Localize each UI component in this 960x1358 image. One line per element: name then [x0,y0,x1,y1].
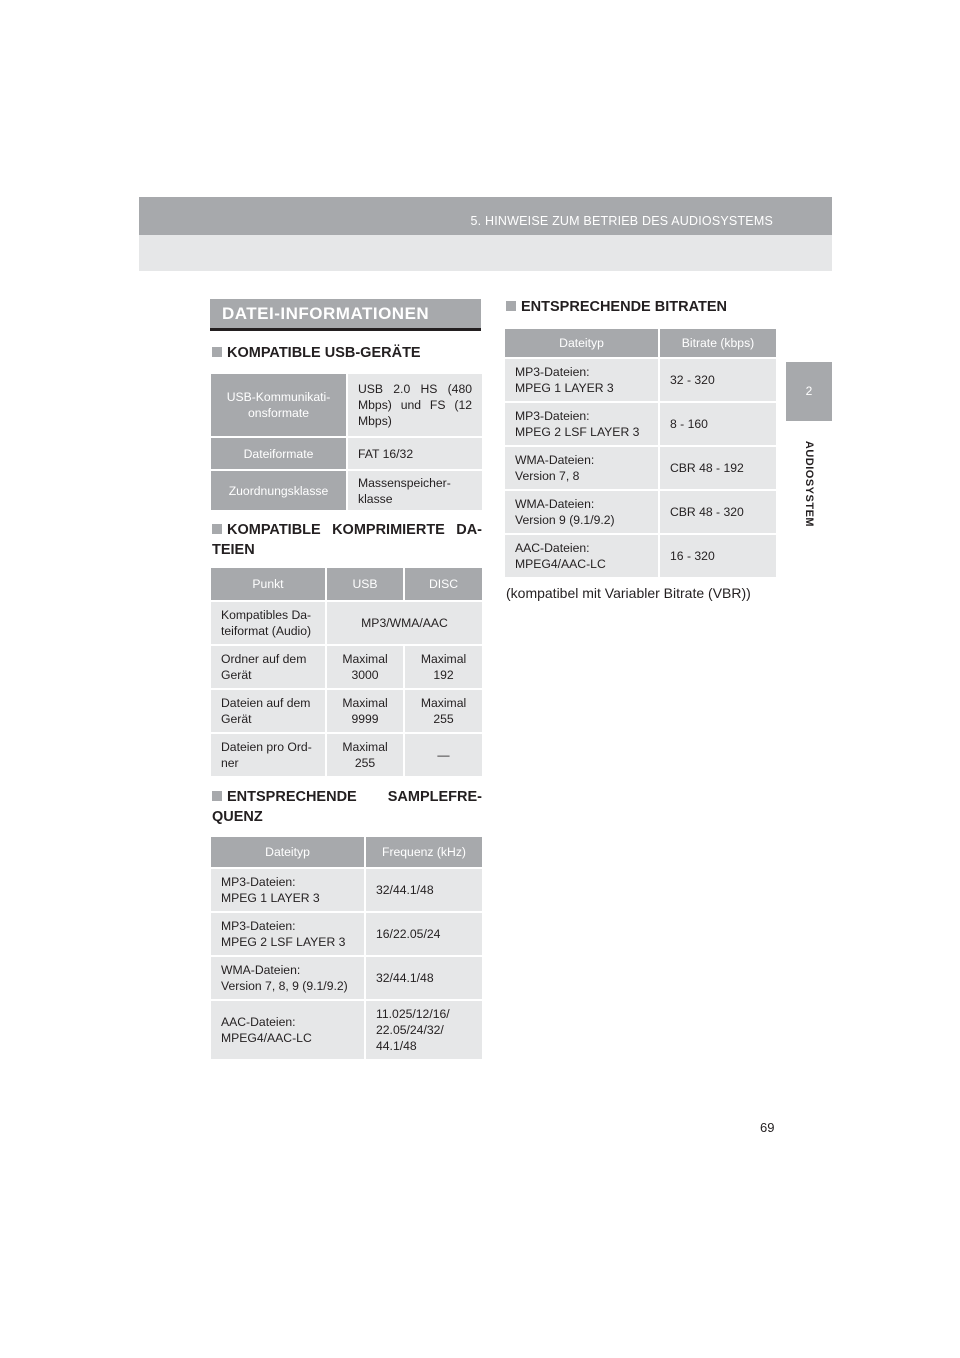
chapter-tab-number: 2 [786,362,832,421]
bitrates-table [503,327,778,579]
heading-square-icon [506,301,516,311]
filetype-cell: AAC-Dateien: MPEG4/AAC-LC [504,534,659,578]
table-header-row [504,328,777,358]
vbr-note: (kompatibel mit Variabler Bitrate (VBR)) [506,585,751,601]
disc-cell: — [404,733,483,777]
usb-cell: Maximal 9999 [326,689,404,733]
usb-cell: Maximal 255 [326,733,404,777]
table-row [210,645,483,689]
filetype-cell: MP3-Dateien: MPEG 1 LAYER 3 [210,868,365,912]
row-value: Massenspeicher-klasse [347,470,483,511]
item-cell: Dateien pro Ord-ner [210,733,326,777]
column-header: DISC [404,567,483,601]
table-row [210,912,483,956]
value-cell: 8 - 160 [659,402,777,446]
value-cell: 32/44.1/48 [365,868,483,912]
value-cell: 16/22.05/24 [365,912,483,956]
bitrates-heading: ENTSPRECHENDE BITRATEN [506,297,776,317]
sample-frequency-heading: ENTSPRECHENDE SAMPLEFRE-QUENZ [212,789,482,825]
table-row [210,373,483,437]
table-row [210,1000,483,1060]
compressed-files-heading: KOMPATIBLE KOMPRIMIERTE DA-TEIEN [212,522,482,558]
heading-square-icon [212,791,222,801]
filetype-cell: MP3-Dateien: MPEG 1 LAYER 3 [504,358,659,402]
column-header: Dateityp [210,836,365,868]
filetype-cell: WMA-Dateien: Version 7, 8, 9 (9.1/9.2) [210,956,365,1000]
table-row [210,956,483,1000]
usb-cell: MP3/WMA/AAC [326,601,483,645]
column-header: Punkt [210,567,326,601]
section-title: DATEI-INFORMATIONEN [210,299,481,331]
value-cell: CBR 48 - 320 [659,490,777,534]
row-value: USB 2.0 HS (480 Mbps) und FS (12 Mbps) [347,373,483,437]
filetype-cell: MP3-Dateien: MPEG 2 LSF LAYER 3 [504,402,659,446]
column-header: USB [326,567,404,601]
row-label: Dateiformate [210,437,347,470]
table-row [210,437,483,470]
table-row [504,534,777,578]
table-row [210,601,483,645]
page-number: 69 [760,1120,775,1135]
table-row [504,402,777,446]
compressed-files-table [209,566,484,778]
sample-frequency-table [209,835,484,1061]
item-cell: Dateien auf dem Gerät [210,689,326,733]
item-cell: Ordner auf dem Gerät [210,645,326,689]
filetype-cell: MP3-Dateien: MPEG 2 LSF LAYER 3 [210,912,365,956]
chapter-header [139,197,832,235]
table-row [504,490,777,534]
filetype-cell: AAC-Dateien: MPEG4/AAC-LC [210,1000,365,1060]
column-header: Dateityp [504,328,659,358]
usb-cell: Maximal 3000 [326,645,404,689]
value-cell: 32/44.1/48 [365,956,483,1000]
disc-cell: Maximal 255 [404,689,483,733]
table-header-row [210,836,483,868]
filetype-cell: WMA-Dateien: Version 7, 8 [504,446,659,490]
table-header-row [210,567,483,601]
table-row [210,689,483,733]
row-label: Zuordnungsklasse [210,470,347,511]
chapter-tab-label [787,436,831,532]
usb-devices-heading: KOMPATIBLE USB-GERÄTE [212,343,482,363]
chapter-title: 5. HINWEISE ZUM BETRIEB DES AUDIOSYSTEMS [470,214,773,228]
usb-devices-table [209,372,484,512]
item-cell: Kompatibles Da-teiformat (Audio) [210,601,326,645]
value-cell: CBR 48 - 192 [659,446,777,490]
table-row [210,470,483,511]
value-cell: 32 - 320 [659,358,777,402]
value-cell: 16 - 320 [659,534,777,578]
row-value: FAT 16/32 [347,437,483,470]
table-row [210,868,483,912]
column-header: Bitrate (kbps) [659,328,777,358]
table-row [504,358,777,402]
row-label: USB-Kommunikati-onsformate [210,373,347,437]
heading-square-icon [212,524,222,534]
disc-cell: Maximal 192 [404,645,483,689]
column-header: Frequenz (kHz) [365,836,483,868]
chapter-tab-label-text: AUDIOSYSTEM [803,440,815,528]
table-row [504,446,777,490]
filetype-cell: WMA-Dateien: Version 9 (9.1/9.2) [504,490,659,534]
header-sub-band [139,235,832,271]
heading-square-icon [212,347,222,357]
value-cell: 11.025/12/16/ 22.05/24/32/ 44.1/48 [365,1000,483,1060]
table-row [210,733,483,777]
